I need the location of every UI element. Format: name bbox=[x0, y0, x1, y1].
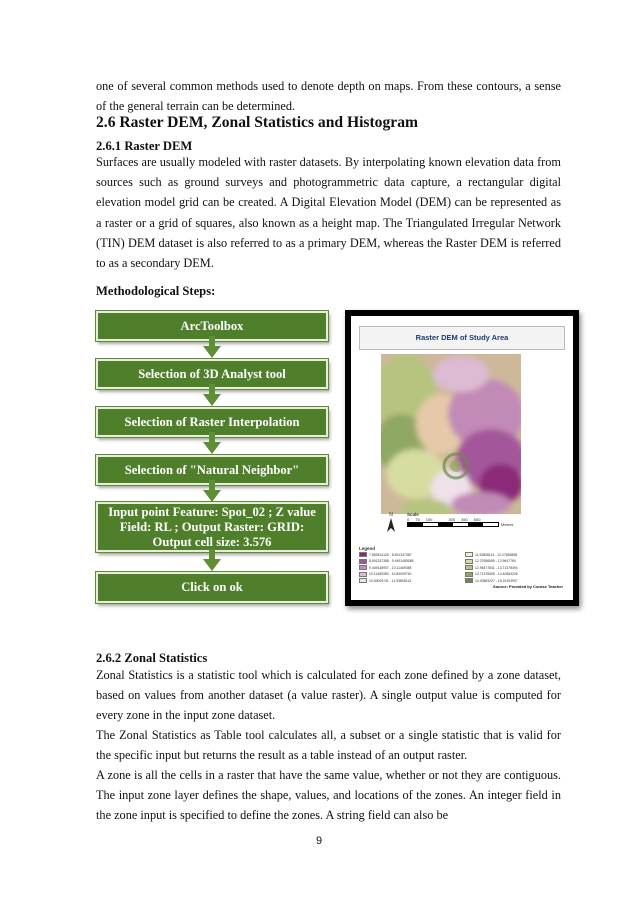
flow-arrow bbox=[203, 346, 221, 358]
legend-swatch bbox=[359, 578, 367, 583]
legend-entry bbox=[465, 578, 565, 583]
flow-step-arctoolbox: ArcToolbox bbox=[96, 311, 328, 341]
legend-label: 12.96477841 - 13.71378494 bbox=[475, 565, 518, 570]
map-legend: Legend 7.852814126 - 8.691337387 11.53808114 - 12.27656558 8.691337388 - 9.4491489068 12.27656559 - 12.9647784 9.449148907 - 10.11469358 12.96477841 - 13.71378494 10.11469359 - 10.83009740 13.71378495 - 14.40583226 10.83009741 - 11.53808113 14.40583227 - 15.15193907 Source: Provided by Course Teacher bbox=[359, 546, 563, 589]
flow-arrow bbox=[203, 490, 221, 502]
legend-swatch bbox=[465, 572, 473, 577]
flow-step-click-ok: Click on ok bbox=[96, 572, 328, 603]
legend-entry bbox=[359, 552, 459, 557]
legend-swatch bbox=[359, 552, 367, 557]
scale-tick: 150 bbox=[425, 517, 433, 522]
raster-dem-heading: 2.6.1 Raster DEM bbox=[96, 139, 193, 153]
legend-label: 8.691337388 - 9.4491489068 bbox=[369, 559, 414, 563]
scale-bar: Scale 0 75 150 300 450 600 Meters bbox=[407, 512, 514, 527]
legend-swatch bbox=[465, 578, 473, 583]
flow-step-raster-interpolation: Selection of Raster Interpolation bbox=[96, 407, 328, 437]
intro-paragraph: one of several common methods used to denote depth on maps. From these contours, a sense of the general terrain can be determined. bbox=[96, 79, 561, 114]
section-heading: 2.6 Raster DEM, Zonal Statistics and Histogram bbox=[96, 114, 418, 131]
zonal-statistics-heading: 2.6.2 Zonal Statistics bbox=[96, 651, 208, 665]
page-number: 9 bbox=[315, 835, 323, 847]
flow-step-natural-neighbor: Selection of "Natural Neighbor" bbox=[96, 455, 328, 485]
scale-tick: 0 bbox=[407, 517, 410, 522]
legend-swatch bbox=[359, 565, 367, 570]
scale-tick: 75 bbox=[415, 517, 420, 522]
legend-entry bbox=[465, 559, 565, 564]
dem-raster-map bbox=[381, 354, 521, 514]
scale-tick: 450 bbox=[461, 517, 468, 522]
legend-entry bbox=[359, 565, 459, 570]
flow-arrow bbox=[203, 559, 221, 571]
legend-swatch bbox=[359, 572, 367, 577]
legend-swatch bbox=[465, 559, 473, 564]
legend-label: 7.852814126 - 8.691337387 bbox=[369, 552, 412, 557]
legend-label: 14.40583227 - 15.15193907 bbox=[475, 578, 518, 583]
legend-entry bbox=[465, 552, 565, 557]
legend-label: 10.83009741 - 11.53808113 bbox=[369, 578, 412, 583]
zonal-paragraph-1: Zonal Statistics is a statistic tool which is calculated for each zone defined by a zone dataset, based on values from another dataset (a value raster). A single output value is computed for every zone in the input zone dataset. bbox=[96, 668, 561, 723]
legend-label: 12.27656559 - 12.9647784 bbox=[475, 559, 516, 563]
raster-dem-map-figure bbox=[345, 310, 579, 606]
flow-step-3d-analyst: Selection of 3D Analyst tool bbox=[96, 359, 328, 389]
legend-entry bbox=[359, 572, 459, 577]
methodology-heading: Methodological Steps: bbox=[96, 284, 216, 298]
zonal-paragraph-2: The Zonal Statistics as Table tool calculates all, a subset or a single statistic that is valid for the specific input but returns the result as a table instead of an output raster. bbox=[96, 728, 561, 763]
north-arrow-icon bbox=[386, 518, 396, 532]
flow-arrow bbox=[203, 442, 221, 454]
legend-swatch bbox=[359, 559, 367, 564]
legend-label: 9.449148907 - 10.11469358 bbox=[369, 565, 412, 570]
raster-dem-paragraph: Surfaces are usually modeled with raster datasets. By interpolating known elevation data from sources such as ground surveys and photogrammetric data capture, a rectangular digital elevation model grid can be created. A Digital Elevation Model (DEM) can be represented as a raster or a grid of squares, also known as a height map. The Triangulated Irregular Network (TIN) DEM dataset is also referred to as a primary DEM, whereas the Raster DEM is referred to as a secondary DEM. bbox=[96, 155, 561, 271]
north-arrow: N bbox=[385, 512, 397, 537]
zonal-paragraph-3: A zone is all the cells in a raster that have the same value, whether or not they are contiguous. The input zone layer defines the shape, values, and locations of the zones. An integer field in the zone input is specified to define the zones. A string field can also be bbox=[96, 768, 561, 823]
scale-tick: 600 bbox=[473, 517, 481, 522]
legend-label: 11.53808114 - 12.27656558 bbox=[475, 552, 518, 557]
legend-label: 13.71378495 - 14.40583226 bbox=[475, 572, 518, 576]
legend-swatch bbox=[465, 552, 473, 557]
legend-swatch bbox=[465, 565, 473, 570]
legend-entry bbox=[359, 559, 459, 564]
legend-entry bbox=[465, 565, 565, 570]
scale-tick: 300 bbox=[448, 517, 456, 522]
legend-label: 10.11469359 - 10.83009740 bbox=[369, 572, 412, 576]
map-source: Source: Provided by Course Teacher bbox=[493, 584, 563, 589]
map-title: Raster DEM of Study Area bbox=[359, 326, 565, 350]
legend-entry bbox=[359, 578, 459, 583]
flow-step-input-parameters: Input point Feature: Spot_02 ; Z value Field: RL ; Output Raster: GRID: Output cell size: 3.576 bbox=[96, 502, 328, 552]
legend-entry bbox=[465, 572, 565, 577]
flow-arrow bbox=[203, 394, 221, 406]
